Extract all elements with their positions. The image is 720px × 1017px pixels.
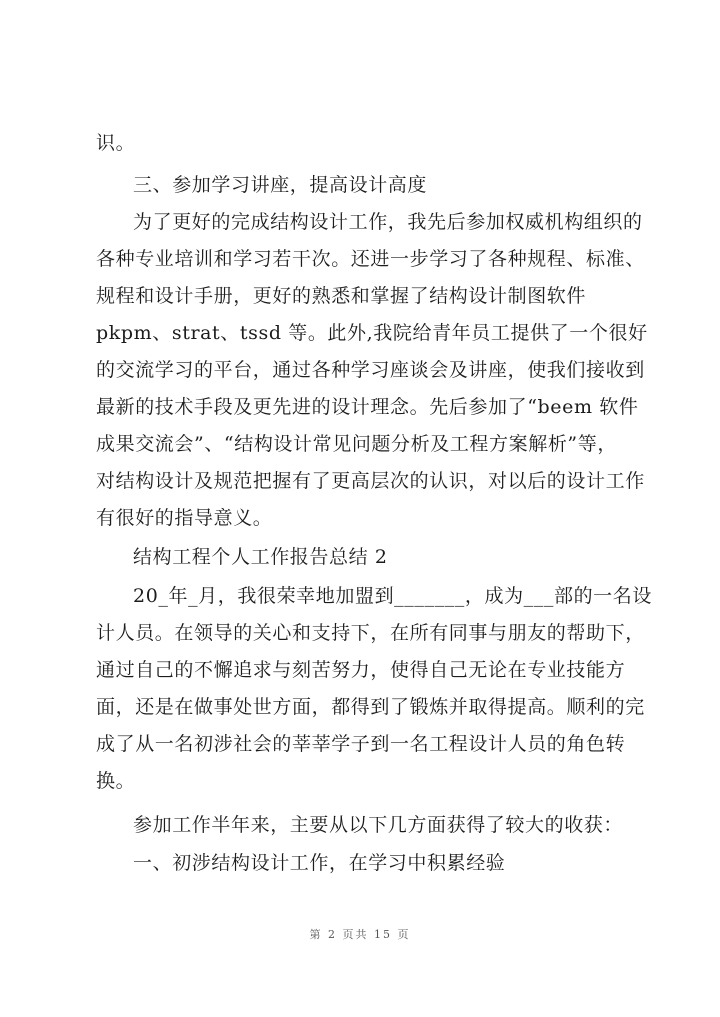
- report-title: 结构工程个人工作报告总结 2: [133, 546, 388, 568]
- text-line: 有很好的指导意义。: [96, 507, 273, 529]
- text-line: 规程和设计手册，更好的熟悉和掌握了结构设计制图软件: [96, 285, 587, 307]
- page-number-footer: 第 2 页共 15 页: [309, 928, 411, 941]
- text-line: 20_年_月，我很荣幸地加盟到_______，成为___部的一名设: [133, 585, 652, 607]
- text-line: 成了从一名初涉社会的莘莘学子到一名工程设计人员的角色转: [96, 733, 626, 755]
- text-line: 通过自己的不懈追求与刻苦努力，使得自己无论在专业技能方: [96, 659, 626, 681]
- text-line: 最新的技术手段及更先进的设计理念。先后参加了“beem 软件: [96, 396, 639, 418]
- text-line: 面，还是在做事处世方面，都得到了锻炼并取得提高。顺利的完: [96, 696, 645, 718]
- text-line: 计人员。在领导的关心和支持下，在所有同事与朋友的帮助下，: [96, 622, 645, 644]
- text-line: 识。: [96, 132, 136, 154]
- section-heading: 三、参加学习讲座，提高设计高度: [133, 174, 428, 196]
- text-line: 成果交流会”、“结构设计常见问题分析及工程方案解析”等，: [96, 433, 617, 455]
- text-line: 的交流学习的平台，通过各种学习座谈会及讲座，使我们接收到: [96, 359, 645, 381]
- text-line: 各种专业培训和学习若干次。还进一步学习了各种规程、标准、: [96, 248, 645, 270]
- text-line: 为了更好的完成结构设计工作，我先后参加权威机构组织的: [133, 211, 643, 233]
- section-heading: 一、初涉结构设计工作，在学习中积累经验: [133, 852, 506, 874]
- text-line: 参加工作半年来，主要从以下几方面获得了较大的收获：: [133, 814, 624, 836]
- text-line: pkpm、strat、tssd 等。此外,我院给青年员工提供了一个很好: [96, 322, 648, 344]
- text-line: 换。: [96, 770, 136, 792]
- text-line: 对结构设计及规范把握有了更高层次的认识，对以后的设计工作: [96, 470, 645, 492]
